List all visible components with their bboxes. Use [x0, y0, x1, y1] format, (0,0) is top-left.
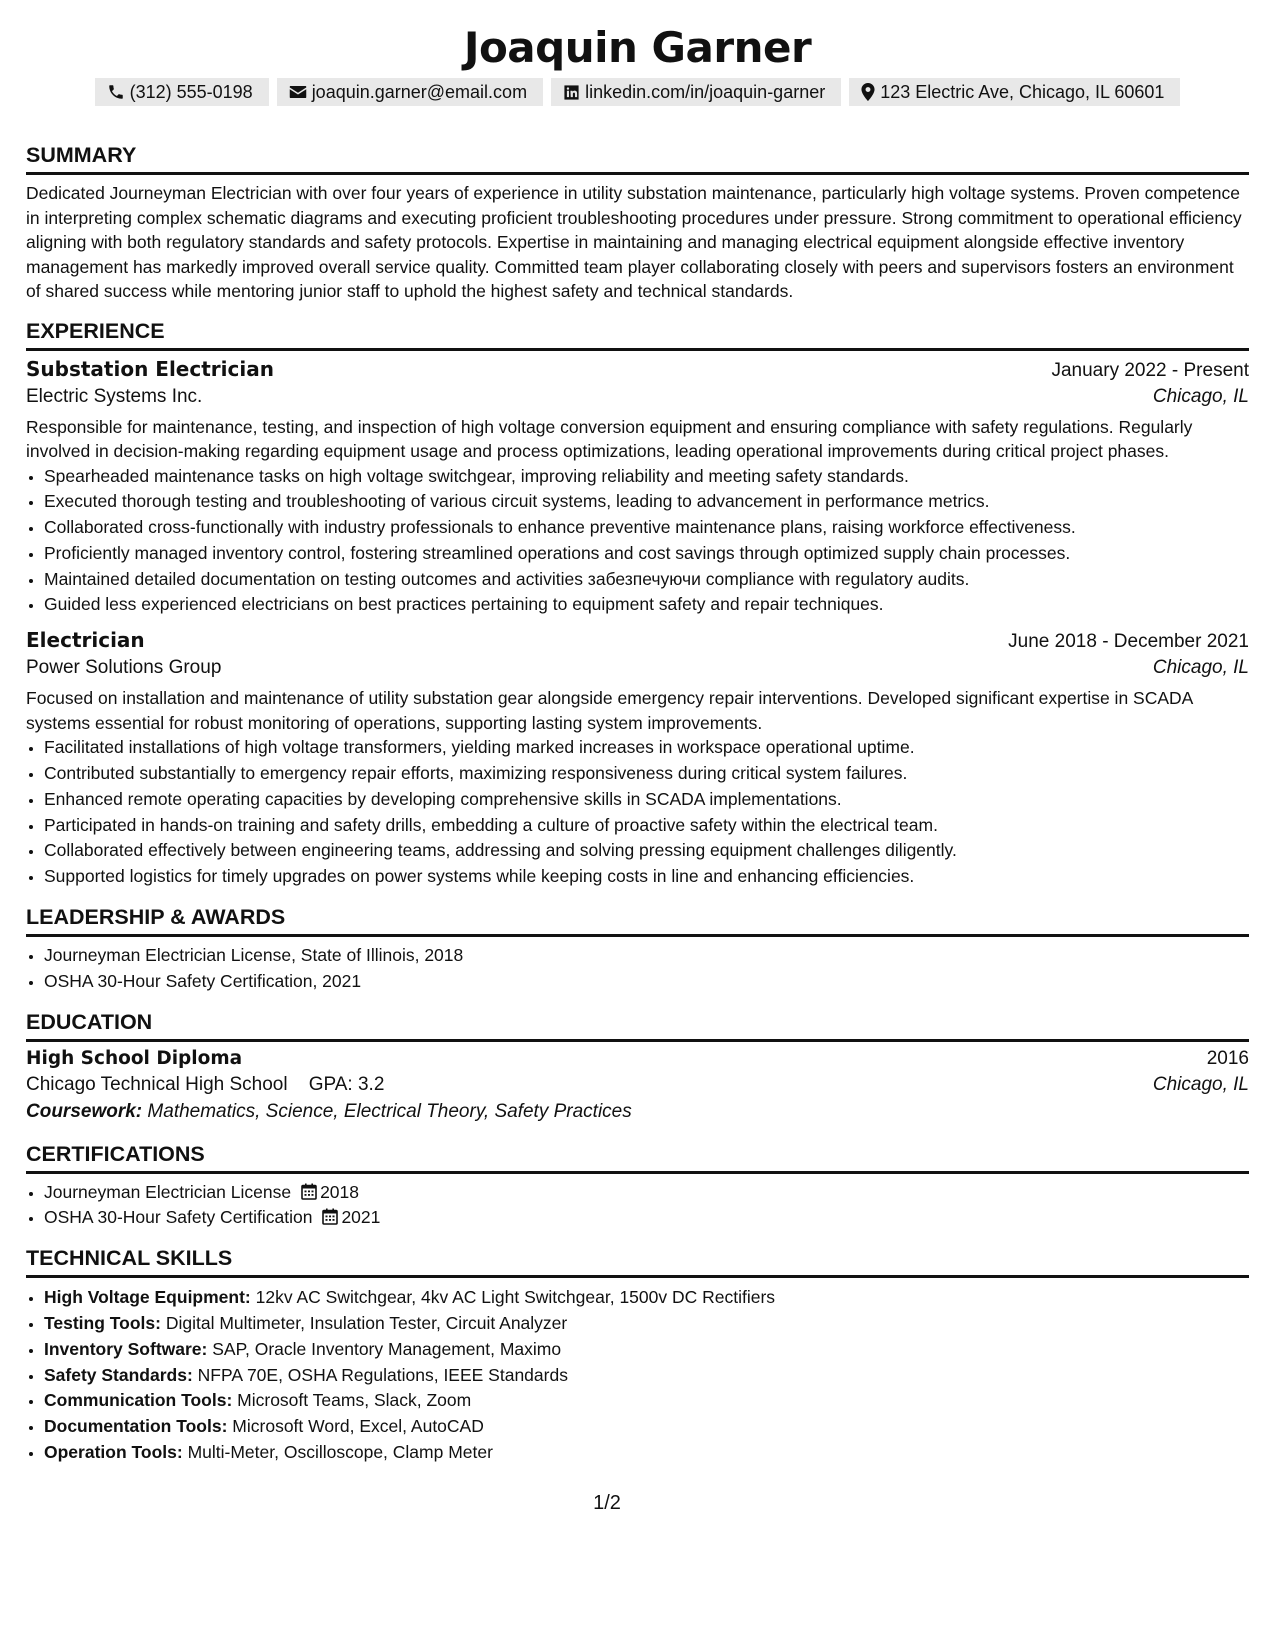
- job-header: [26, 357, 1249, 382]
- job-bullets: [26, 735, 1249, 890]
- certifications-list: [26, 1180, 1249, 1232]
- job-title: Electrician: [26, 628, 145, 653]
- school-name: Chicago Technical High School: [26, 1073, 288, 1095]
- job-subheader: [26, 386, 1249, 408]
- list-item: • Spearheaded maintenance tasks on high voltage switchgear, improving reliability and meeting safety standards.: [44, 464, 1249, 490]
- skill-value: NFPA 70E, OSHA Regulations, IEEE Standards: [197, 1364, 568, 1385]
- email-link[interactable]: joaquin.garner@email.com: [311, 81, 528, 102]
- contact-linkedin[interactable]: [551, 78, 841, 106]
- skill-value: Microsoft Word, Excel, AutoCAD: [232, 1416, 484, 1437]
- contact-bar: [26, 78, 1249, 106]
- cert-name: OSHA 30-Hour Safety Certification: [44, 1207, 313, 1228]
- cert-year: 2021: [341, 1207, 381, 1228]
- list-item: • Guided less experienced electricians on best practices pertaining to equipment safety and repair techniques.: [44, 592, 1249, 618]
- skill-label: Operation Tools:: [44, 1442, 183, 1463]
- skills-list: [26, 1285, 1249, 1466]
- list-item: • Journeyman Electrician License, State of Illinois, 2018: [44, 943, 1249, 969]
- list-item: • Maintained detailed documentation on testing outcomes and activities забезпечуючи compliance with regulatory audits.: [44, 567, 1249, 593]
- job-dates: January 2022 - Present: [1051, 359, 1249, 381]
- list-item: [44, 1285, 1249, 1311]
- skills-heading: TECHNICAL SKILLS: [26, 1245, 1249, 1278]
- job-company: Power Solutions Group: [26, 657, 222, 679]
- summary-text: Dedicated Journeyman Electrician with over four years of experience in utility substation maintenance, particularly high voltage systems. Proven competence in interpreting complex schematic diagrams and executing proficient troubleshooting procedures under pressure. Strong commitment to operational efficiency aligning with both regulatory standards and safety protocols. Expertise in maintaining and managing electrical equipment alongside effective inventory management has markedly improved overall service quality. Committed team player collaborating closely with peers and supervisors fosters an environment of shared success while mentoring junior staff to uphold the highest safety and technical standards.: [26, 183, 1242, 301]
- leadership-heading: LEADERSHIP & AWARDS: [26, 904, 1249, 937]
- job-entry: [26, 357, 1249, 619]
- skill-label: Communication Tools:: [44, 1390, 233, 1411]
- experience-heading: EXPERIENCE: [26, 318, 1249, 351]
- job-description: Responsible for maintenance, testing, and inspection of high voltage conversion equipment and ensuring compliance with safety regulations. Regularly involved in decision-making regarding equipment usage and process optimizations, leading operational improvements during critical project phases.: [26, 416, 1193, 461]
- education-heading: EDUCATION: [26, 1009, 1249, 1042]
- graduation-year: 2016: [1206, 1047, 1249, 1069]
- list-item: • Facilitated installations of high voltage transformers, yielding marked increases in workspace operational uptime.: [44, 735, 1249, 761]
- phone-text: (312) 555-0198: [129, 81, 253, 102]
- job-subheader: [26, 657, 1249, 679]
- job-bullets: [26, 464, 1249, 619]
- education-header: [26, 1048, 1249, 1070]
- contact-phone: [95, 78, 269, 106]
- coursework-text: Mathematics, Science, Electrical Theory, Safety Practices: [147, 1100, 632, 1122]
- leadership-section: [26, 904, 1249, 995]
- leadership-list: [26, 943, 1249, 995]
- list-item: [44, 1180, 1249, 1206]
- skill-value: Digital Multimeter, Insulation Tester, Circuit Analyzer: [165, 1313, 568, 1334]
- certifications-heading: CERTIFICATIONS: [26, 1141, 1249, 1174]
- list-item: • Enhanced remote operating capacities by developing comprehensive skills in SCADA implementations.: [44, 787, 1249, 813]
- page-number: 1/2: [593, 1492, 621, 1514]
- summary-heading: SUMMARY: [26, 142, 1249, 175]
- list-item: • Contributed substantially to emergency repair efforts, maximizing responsiveness during critical system failures.: [44, 761, 1249, 787]
- job-company: Electric Systems Inc.: [26, 385, 203, 407]
- calendar-icon: [301, 1183, 317, 1200]
- list-item: • Collaborated effectively between engineering teams, addressing and solving pressing equipment challenges diligently.: [44, 838, 1249, 864]
- list-item: [44, 1337, 1249, 1363]
- contact-address: [849, 78, 1180, 106]
- list-item: [44, 1414, 1249, 1440]
- job-entry: [26, 628, 1249, 890]
- job-location: Chicago, IL: [1152, 657, 1249, 679]
- list-item: [44, 1205, 1249, 1231]
- skill-label: Inventory Software:: [44, 1338, 208, 1359]
- skill-value: 12kv AC Switchgear, 4kv AC Light Switchgear, 1500v DC Rectifiers: [255, 1287, 776, 1308]
- skill-value: SAP, Oracle Inventory Management, Maximo: [212, 1338, 562, 1359]
- skills-section: [26, 1245, 1249, 1466]
- cert-name: Journeyman Electrician License: [44, 1181, 292, 1202]
- list-item: • OSHA 30-Hour Safety Certification, 2021: [44, 969, 1249, 995]
- list-item: • Collaborated cross-functionally with industry professionals to enhance preventive maintenance plans, raising workforce effectiveness.: [44, 515, 1249, 541]
- degree-title: High School Diploma: [26, 1047, 243, 1069]
- coursework: [26, 1101, 1249, 1123]
- list-item: [44, 1440, 1249, 1466]
- experience-section: [26, 318, 1249, 891]
- phone-icon: [107, 83, 125, 101]
- education-section: [26, 1009, 1249, 1123]
- gpa: GPA: 3.2: [308, 1073, 385, 1095]
- candidate-name: Joaquin Garner: [463, 23, 812, 72]
- summary-section: [26, 142, 1249, 304]
- map-pin-icon: [861, 83, 875, 101]
- list-item: • Executed thorough testing and troubleshooting of various circuit systems, leading to advancement in performance metrics.: [44, 489, 1249, 515]
- list-item: • Proficiently managed inventory control, fostering streamlined operations and cost savings through optimized supply chain processes.: [44, 541, 1249, 567]
- skill-label: Testing Tools:: [44, 1313, 161, 1334]
- linkedin-icon: [563, 84, 580, 101]
- job-title: Substation Electrician: [26, 356, 274, 381]
- list-item: [44, 1388, 1249, 1414]
- skill-label: Safety Standards:: [44, 1364, 193, 1385]
- skill-label: High Voltage Equipment:: [44, 1287, 251, 1308]
- job-dates: June 2018 - December 2021: [1008, 631, 1249, 653]
- certifications-section: [26, 1141, 1249, 1232]
- calendar-icon: [322, 1208, 338, 1225]
- linkedin-link[interactable]: linkedin.com/in/joaquin-garner: [585, 81, 826, 102]
- list-item: [44, 1363, 1249, 1389]
- skill-value: Multi-Meter, Oscilloscope, Clamp Meter: [187, 1442, 493, 1463]
- skill-value: Microsoft Teams, Slack, Zoom: [237, 1390, 472, 1411]
- job-header: [26, 628, 1249, 653]
- school-location: Chicago, IL: [1152, 1073, 1249, 1095]
- address-text: 123 Electric Ave, Chicago, IL 60601: [880, 81, 1165, 102]
- envelope-icon: [289, 84, 307, 100]
- coursework-label: Coursework:: [26, 1100, 143, 1122]
- contact-email[interactable]: [277, 78, 543, 106]
- resume-page: [26, 0, 1249, 1466]
- skill-label: Documentation Tools:: [44, 1416, 228, 1437]
- education-subheader: [26, 1074, 1249, 1096]
- list-item: [44, 1311, 1249, 1337]
- list-item: • Participated in hands-on training and safety drills, embedding a culture of proactive safety within the electrical team.: [44, 813, 1249, 839]
- list-item: • Supported logistics for timely upgrades on power systems while keeping costs in line and enhancing efficiencies.: [44, 864, 1249, 890]
- job-location: Chicago, IL: [1152, 385, 1249, 407]
- school-line: [26, 1074, 384, 1096]
- job-description: Focused on installation and maintenance of utility substation gear alongside emergency repair interventions. Developed significant expertise in SCADA systems essential for robust monitoring of operations, supporting lasting system improvements.: [26, 688, 1193, 733]
- cert-year: 2018: [320, 1181, 360, 1202]
